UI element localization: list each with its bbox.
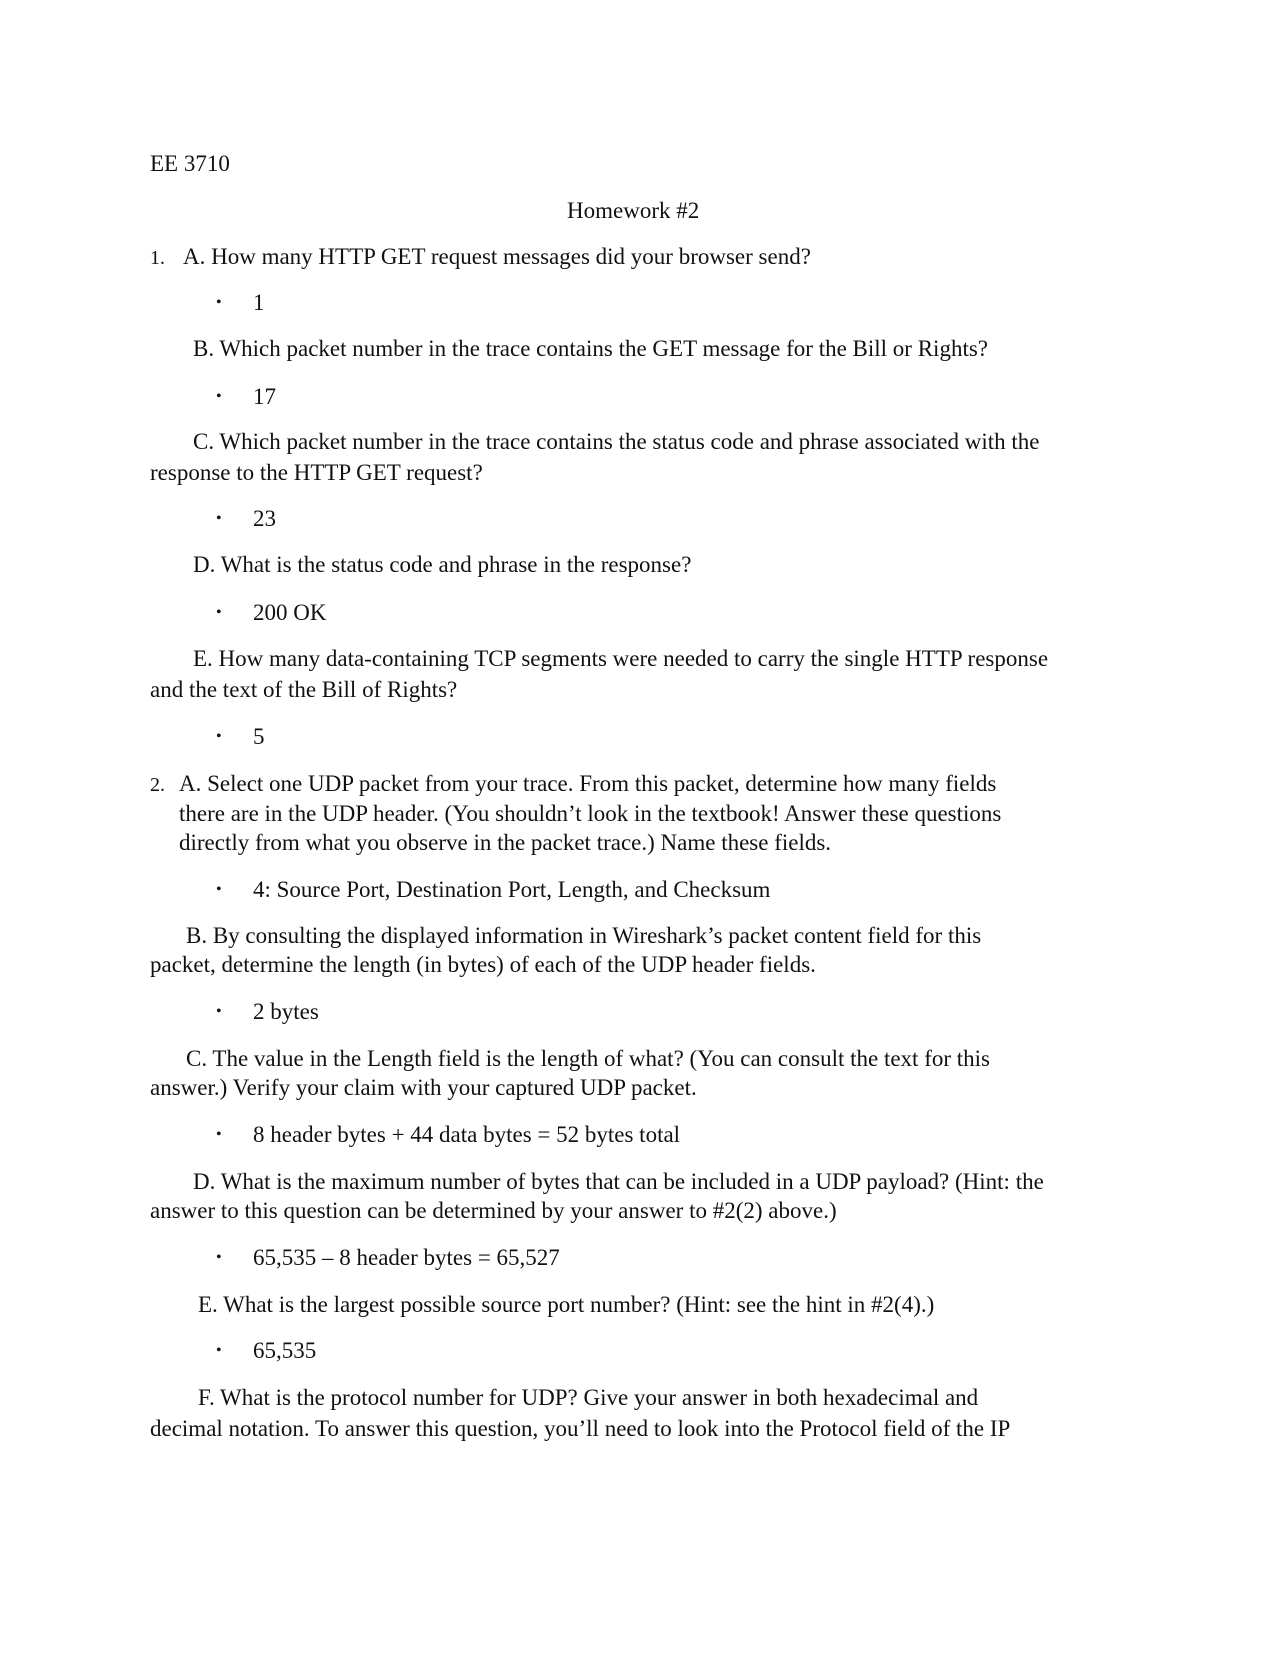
question-1d-text: D. What is the status code and phrase in the response?: [193, 552, 692, 577]
question-2c-text-line2: answer.) Verify your claim with your captured UDP packet.: [150, 1075, 697, 1100]
question-1-number: 1.: [150, 247, 165, 269]
answer-2b: 2 bytes: [253, 999, 319, 1024]
question-1a-text: A. How many HTTP GET request messages did your browser send?: [183, 244, 811, 269]
bullet-icon: •: [216, 510, 222, 527]
question-2d-text-line1: D. What is the maximum number of bytes that can be included in a UDP payload? (Hint: the: [193, 1169, 1044, 1194]
bullet-icon: •: [216, 1249, 222, 1266]
answer-1a: 1: [253, 290, 265, 315]
question-2b-text-line2: packet, determine the length (in bytes) of each of the UDP header fields.: [150, 952, 816, 977]
question-1e-text-line2: and the text of the Bill of Rights?: [150, 677, 458, 702]
answer-2e: 65,535: [253, 1338, 317, 1363]
bullet-icon: •: [216, 728, 222, 745]
bullet-icon: •: [216, 388, 222, 405]
answer-2c: 8 header bytes + 44 data bytes = 52 bytes total: [253, 1122, 681, 1147]
course-code: EE 3710: [150, 151, 230, 176]
question-2a-text-line2: there are in the UDP header. (You shouldn’t look in the textbook! Answer these questions: [179, 801, 1002, 826]
page-title: Homework #2: [567, 198, 700, 223]
question-1e-text-line1: E. How many data-containing TCP segments were needed to carry the single HTTP response: [193, 646, 1049, 671]
answer-2a: 4: Source Port, Destination Port, Length, and Checksum: [253, 877, 771, 902]
question-1b-text: B. Which packet number in the trace contains the GET message for the Bill or Rights?: [193, 336, 988, 361]
bullet-icon: •: [216, 604, 222, 621]
question-2a-text-line3: directly from what you observe in the packet trace.) Name these fields.: [179, 830, 832, 855]
answer-1c: 23: [253, 506, 276, 531]
answer-1b: 17: [253, 384, 276, 409]
question-2-number: 2.: [150, 774, 165, 796]
answer-1d: 200 OK: [253, 600, 327, 625]
question-2a-text-line1: A. Select one UDP packet from your trace. From this packet, determine how many fields: [179, 771, 997, 796]
question-2c-text-line1: C. The value in the Length field is the length of what? (You can consult the text for this: [186, 1046, 990, 1071]
bullet-icon: •: [216, 881, 222, 898]
answer-2d: 65,535 – 8 header bytes = 65,527: [253, 1245, 560, 1270]
bullet-icon: •: [216, 294, 222, 311]
answer-1e: 5: [253, 724, 265, 749]
bullet-icon: •: [216, 1003, 222, 1020]
question-2f-text-line1: F. What is the protocol number for UDP? Give your answer in both hexadecimal and: [198, 1385, 979, 1410]
bullet-icon: •: [216, 1126, 222, 1143]
question-1c-text-line1: C. Which packet number in the trace contains the status code and phrase associated with the: [193, 429, 1040, 454]
bullet-icon: •: [216, 1342, 222, 1359]
question-1c-text-line2: response to the HTTP GET request?: [150, 460, 483, 485]
question-2b-text-line1: B. By consulting the displayed information in Wireshark’s packet content field for this: [186, 923, 982, 948]
question-2f-text-line2: decimal notation. To answer this question, you’ll need to look into the Protocol field of the IP: [150, 1416, 1011, 1441]
question-2e-text: E. What is the largest possible source port number? (Hint: see the hint in #2(4).): [198, 1292, 935, 1317]
question-2d-text-line2: answer to this question can be determined by your answer to #2(2) above.): [150, 1198, 837, 1223]
